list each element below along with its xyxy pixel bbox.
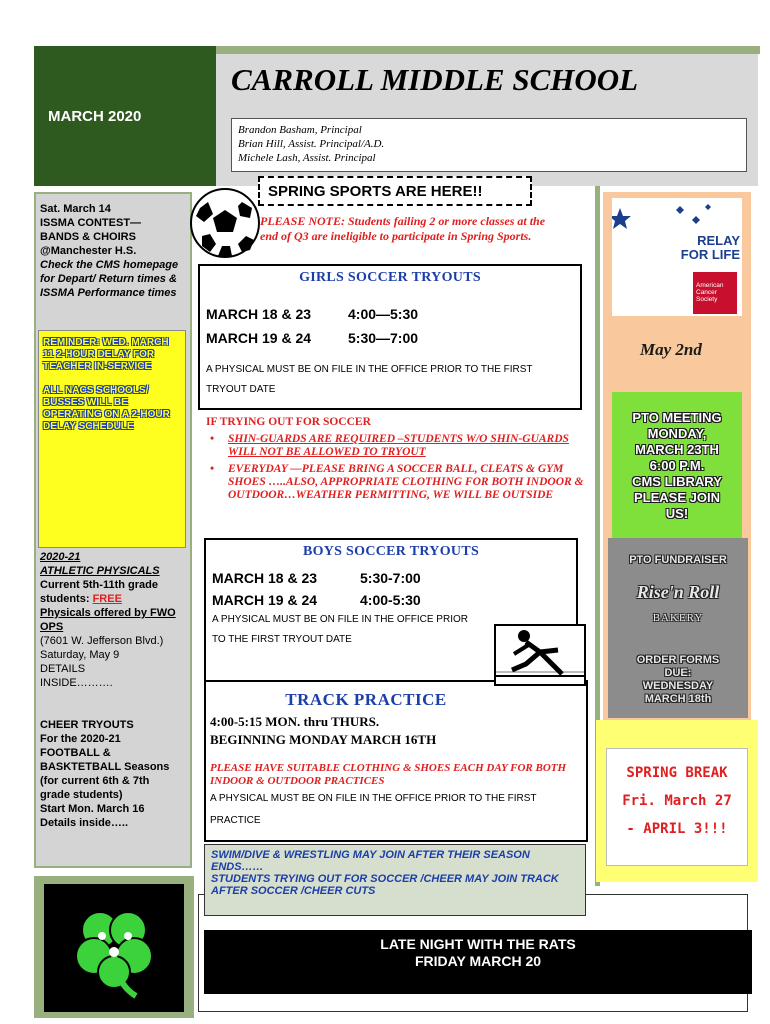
physicals-students: Current 5th-11th grade students: xyxy=(40,579,158,605)
swim-wrestling-note xyxy=(204,844,586,916)
staff-list xyxy=(231,118,747,172)
tryout-date: MARCH 18 & 23 xyxy=(206,306,312,322)
reminder-busses: ALL NACS SCHOOLS/ BUSSES WILL BE OPERATING ON A 2-HOUR DELAY SCHEDULE xyxy=(43,385,170,432)
pto-fundraiser xyxy=(608,538,748,718)
order-forms-due xyxy=(608,654,748,706)
reminder-box xyxy=(38,330,186,548)
late-night-title: LATE NIGHT WITH THE RATS xyxy=(380,936,576,952)
pto-meeting-notice xyxy=(612,392,742,540)
pto-line: PTO MEETING xyxy=(632,410,722,425)
physicals-address: (7601 W. Jefferson Blvd.) xyxy=(40,635,164,647)
staff-principal: Brandon Basham, Principal xyxy=(238,124,362,136)
girls-soccer-tryouts xyxy=(198,264,582,410)
relay-line: RELAY xyxy=(697,233,740,248)
girls-soccer-title: GIRLS SOCCER TRYOUTS xyxy=(299,270,481,285)
late-night-date: FRIDAY MARCH 20 xyxy=(414,953,542,969)
spring-break-end: - APRIL 3!!! xyxy=(626,821,728,837)
cheer-line: For the 2020-21 xyxy=(40,733,121,745)
track-practice xyxy=(204,680,588,842)
cheer-line: (for current 6th & 7th xyxy=(40,775,150,787)
late-night-banner xyxy=(204,930,752,994)
physicals-date: Saturday, May 9 xyxy=(40,649,120,661)
bakery-label: BAKERY xyxy=(652,612,704,624)
month-banner xyxy=(34,46,216,186)
girls-physical-note: A PHYSICAL MUST BE ON FILE IN THE OFFICE PRIOR TO THE FIRST TRYOUT DATE xyxy=(206,364,533,395)
list-item: • EVERYDAY —PLEASE BRING A SOCCER BALL, CLEATS & GYM SHOES …..ALSO, APPROPRIATE CLOTHING FOR BOTH INDOOR & OUTDOOR…WEATHER PERMITTING, WE WILL BE OUTSIDE xyxy=(206,463,586,502)
shamrock-icon xyxy=(44,884,184,1012)
track-start: BEGINNING MONDAY MARCH 16TH xyxy=(210,732,437,747)
pto-line: PLEASE JOIN xyxy=(634,490,720,505)
order-line: WEDNESDAY xyxy=(642,680,714,692)
soccer-requirements-heading: IF TRYING OUT FOR SOCCER xyxy=(206,416,371,428)
swim-note-line: SWIM/DIVE & WRESTLING MAY JOIN AFTER THEIR SEASON ENDS…… xyxy=(211,849,530,873)
cheer-line: Details inside….. xyxy=(40,817,129,829)
month-label: MARCH 2020 xyxy=(48,108,142,125)
physicals-year: 2020-21 xyxy=(40,551,81,563)
soccer-requirements xyxy=(206,416,586,506)
swim-note-line: STUDENTS TRYING OUT FOR SOCCER /CHEER MAY JOIN TRACK AFTER SOCCER /CHEER CUTS xyxy=(211,873,559,897)
relay-line: FOR LIFE xyxy=(680,247,740,262)
fundraiser-title: PTO FUNDRAISER xyxy=(629,554,727,566)
order-line: ORDER FORMS xyxy=(636,654,720,666)
reminder-delay: REMINDER: WED. MARCH 11 2-HOUR DELAY FOR TEACHER IN-SERVICE xyxy=(43,337,169,372)
track-clothing-note: PLEASE HAVE SUITABLE CLOTHING & SHOES EACH DAY FOR BOTH INDOOR & OUTDOOR PRACTICES xyxy=(210,762,567,787)
issma-title: ISSMA CONTEST— xyxy=(40,217,142,229)
physicals-title: ATHLETIC PHYSICALS xyxy=(40,565,160,577)
soccer-ball-icon xyxy=(188,186,262,265)
issma-location: @Manchester H.S. xyxy=(40,245,137,257)
cheer-line: CHEER TRYOUTS xyxy=(40,719,134,731)
tryout-date: MARCH 19 & 24 xyxy=(212,592,318,608)
spring-break-start: Fri. March 27 xyxy=(622,793,732,809)
relay-date: May 2nd xyxy=(640,340,702,359)
spring-break-title: SPRING BREAK xyxy=(626,765,728,781)
spring-break-notice xyxy=(606,748,748,866)
issma-groups: BANDS & CHOIRS xyxy=(40,231,136,243)
spring-sports-banner: SPRING SPORTS ARE HERE!! xyxy=(258,176,532,206)
runner-icon xyxy=(494,624,586,686)
cheer-line: grade students) xyxy=(40,789,123,801)
header-accent-bar xyxy=(216,46,760,54)
order-line: DUE: xyxy=(664,667,692,679)
boys-physical-note: A PHYSICAL MUST BE ON FILE IN THE OFFICE PRIOR TO THE FIRST TRYOUT DATE xyxy=(212,614,468,645)
track-physical-note: A PHYSICAL MUST BE ON FILE IN THE OFFICE PRIOR TO THE FIRST PRACTICE xyxy=(210,793,537,826)
cheer-tryouts-notice xyxy=(40,718,190,830)
cheer-line: BASKTETBALL Seasons xyxy=(40,761,170,773)
soccer-requirements-list xyxy=(206,433,586,502)
acs-logo: American Cancer Society xyxy=(693,272,737,314)
order-line: MARCH 18th xyxy=(644,693,712,705)
pto-line: US! xyxy=(665,506,689,521)
issma-instructions: Check the CMS homepage for Depart/ Return times & ISSMA Performance times xyxy=(40,259,179,299)
physicals-eligibility xyxy=(40,578,190,606)
pto-line: MARCH 23TH xyxy=(635,442,719,457)
pto-line: MONDAY, xyxy=(647,426,707,441)
track-schedule: 4:00-5:15 MON. thru THURS. xyxy=(210,714,380,729)
physicals-offered-by: Physicals offered by FWO OPS xyxy=(40,607,176,633)
issma-date: Sat. March 14 xyxy=(40,203,111,215)
cheer-line: Start Mon. March 16 xyxy=(40,803,145,815)
athletic-physicals-notice xyxy=(40,550,190,690)
tryout-time: 4:00—5:30 xyxy=(348,306,419,322)
eligibility-note: PLEASE NOTE: Students failing 2 or more classes at the end of Q3 are ineligible to participate in Spring Sports. xyxy=(260,214,546,243)
bakery-script: Rise'n Roll xyxy=(636,582,720,602)
tryout-date: MARCH 19 & 24 xyxy=(206,330,312,346)
track-title: TRACK PRACTICE xyxy=(285,690,447,709)
relay-for-life-wordmark xyxy=(668,234,740,262)
pto-line: CMS LIBRARY xyxy=(632,474,722,489)
pto-line: 6:00 P.M. xyxy=(649,458,705,473)
physicals-details: DETAILS xyxy=(40,663,86,675)
staff-assistant-principal: Michele Lash, Assist. Principal xyxy=(238,152,376,164)
physicals-free: FREE xyxy=(92,593,122,605)
cheer-line: FOOTBALL & xyxy=(40,747,111,759)
list-item: • SHIN-GUARDS ARE REQUIRED –STUDENTS W/O SHIN-GUARDS WILL NOT BE ALLOWED TO TRYOUT xyxy=(206,433,586,459)
tryout-date: MARCH 18 & 23 xyxy=(212,570,318,586)
physicals-inside: INSIDE………. xyxy=(40,677,113,689)
bakery-logo xyxy=(608,582,748,625)
tryout-time: 5:30—7:00 xyxy=(348,330,419,346)
tryout-time: 5:30-7:00 xyxy=(360,570,421,586)
issma-contest-notice xyxy=(40,202,188,300)
boys-soccer-title: BOYS SOCCER TRYOUTS xyxy=(302,544,480,559)
tryout-time: 4:00-5:30 xyxy=(360,592,421,608)
school-title: CARROLL MIDDLE SCHOOL xyxy=(231,62,639,97)
staff-assistant-principal-ad: Brian Hill, Assist. Principal/A.D. xyxy=(238,138,385,150)
left-sidebar xyxy=(34,192,192,868)
